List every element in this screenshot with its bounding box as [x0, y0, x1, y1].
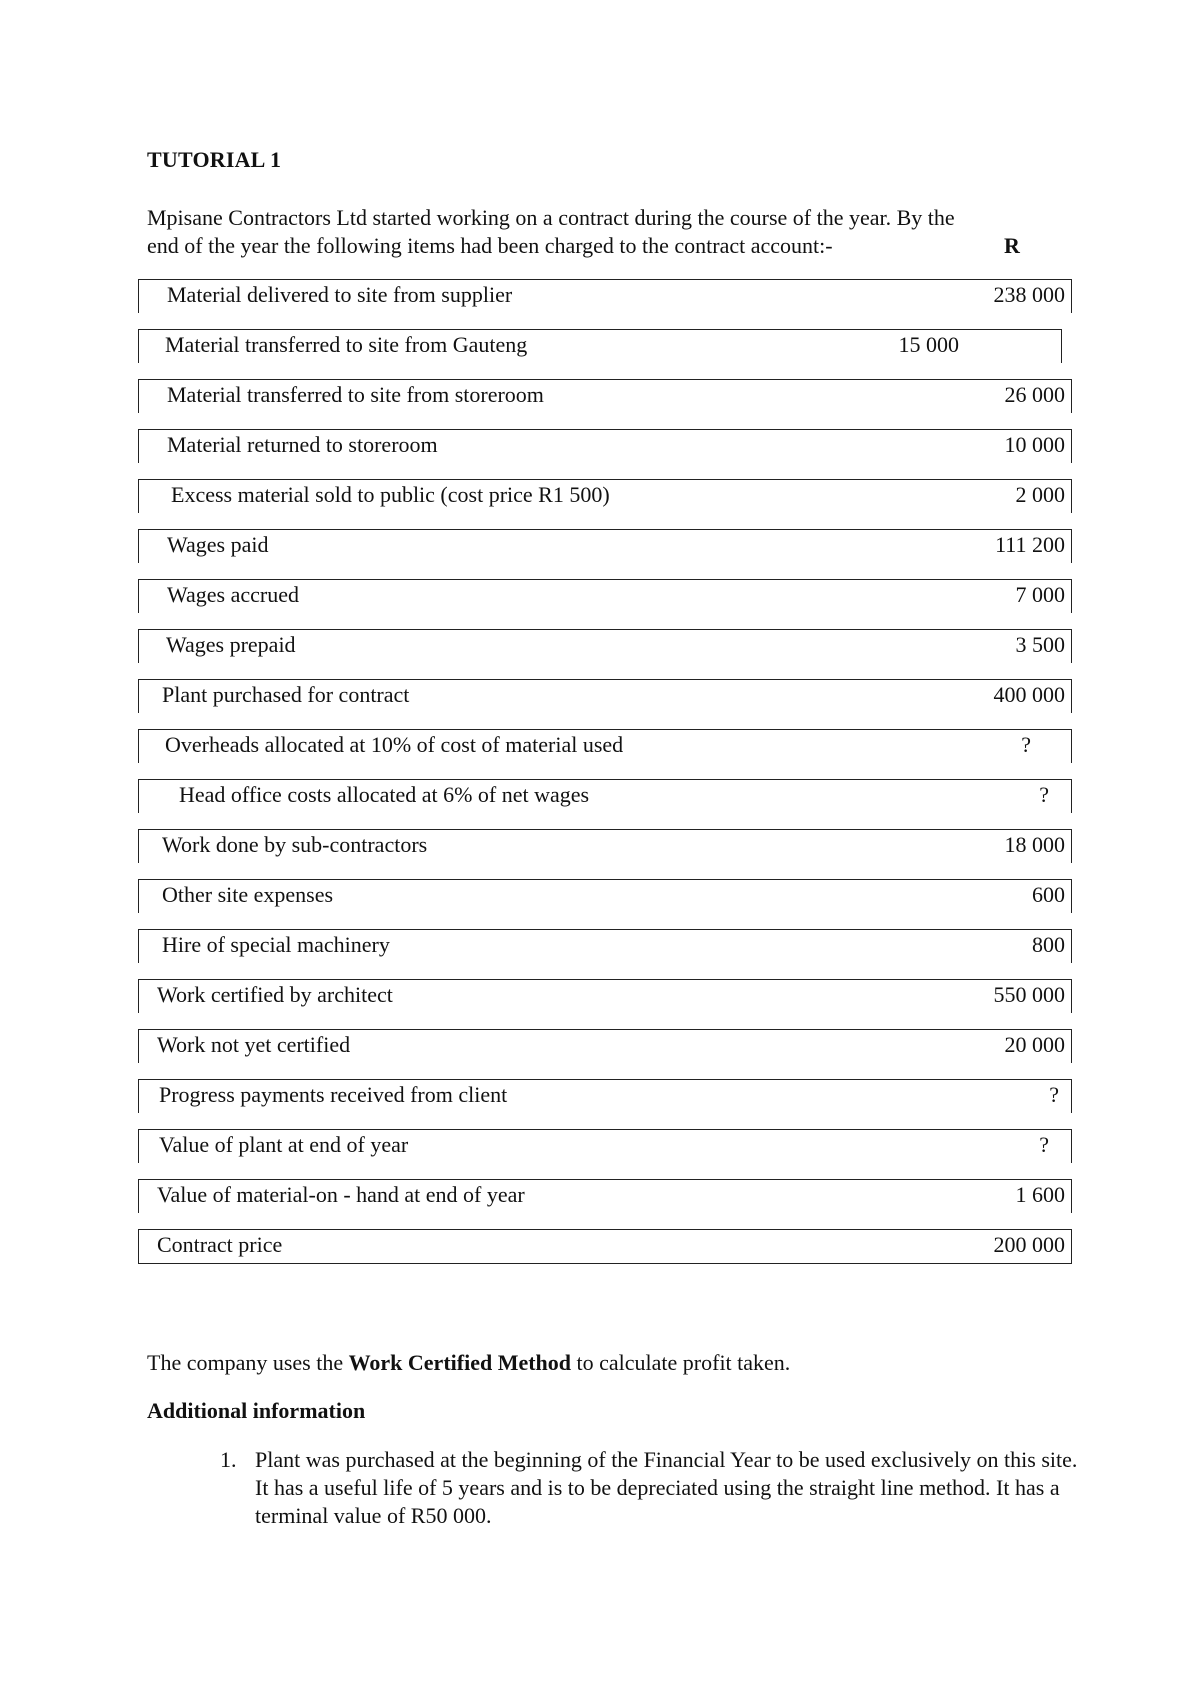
row-label: Wages paid — [167, 532, 269, 557]
method-text-before: The company uses the — [147, 1350, 349, 1375]
row-label: Hire of special machinery — [162, 932, 390, 957]
additional-information-heading: Additional information — [147, 1398, 366, 1423]
table-row — [138, 1129, 1072, 1163]
row-label: Excess material sold to public (cost price R1 500) — [171, 482, 610, 507]
document-title: TUTORIAL 1 — [147, 147, 282, 172]
note-number: 1. — [220, 1447, 237, 1472]
table-row — [138, 279, 1072, 313]
row-label: Material transferred to site from Gauteng — [165, 332, 528, 357]
row-amount: 111 200 — [995, 532, 1065, 557]
row-label: Overheads allocated at 10% of cost of material used — [165, 732, 624, 757]
intro-line-1: Mpisane Contractors Ltd started working on a contract during the course of the year. By the — [147, 205, 955, 230]
table-row — [138, 429, 1072, 463]
row-label: Head office costs allocated at 6% of net wages — [179, 782, 590, 807]
table-row — [138, 529, 1072, 563]
row-label: Work not yet certified — [157, 1032, 351, 1057]
method-name: Work Certified Method — [348, 1350, 572, 1375]
row-label: Material transferred to site from storeroom — [167, 382, 544, 407]
row-amount: 600 — [1032, 882, 1065, 907]
row-label: Value of plant at end of year — [159, 1132, 409, 1157]
row-amount: 26 000 — [1004, 382, 1065, 407]
table-row — [138, 1179, 1072, 1213]
row-amount: ? — [1021, 732, 1031, 757]
row-amount: 3 500 — [1015, 632, 1065, 657]
row-amount: ? — [1039, 782, 1049, 807]
row-label: Progress payments received from client — [159, 1082, 508, 1107]
row-amount: 20 000 — [1004, 1032, 1065, 1057]
intro-line-2: end of the year the following items had been charged to the contract account:- — [147, 233, 833, 258]
table-row — [138, 829, 1072, 863]
currency-column-header: R — [1004, 233, 1020, 258]
row-amount: 238 000 — [993, 282, 1065, 307]
row-label: Value of material-on - hand at end of year — [157, 1182, 525, 1207]
table-row — [138, 729, 1072, 763]
table-row — [138, 979, 1072, 1013]
row-label: Material delivered to site from supplier — [167, 282, 513, 307]
row-label: Wages prepaid — [166, 632, 296, 657]
row-amount: 10 000 — [1004, 432, 1065, 457]
row-amount: 2 000 — [1015, 482, 1065, 507]
row-label: Material returned to storeroom — [167, 432, 438, 457]
table-row — [138, 1079, 1072, 1113]
table-row — [138, 879, 1072, 913]
row-label: Wages accrued — [167, 582, 299, 607]
table-row — [138, 779, 1072, 813]
table-row — [138, 1029, 1072, 1063]
row-amount: ? — [1039, 1132, 1049, 1157]
row-label: Plant purchased for contract — [162, 682, 410, 707]
table-row — [138, 629, 1072, 663]
note-text: Plant was purchased at the beginning of the Financial Year to be used exclusively on this site. It has a useful life of 5 years and is to be depreciated using the straight line method. It has a terminal value of R50 000. — [255, 1447, 1078, 1528]
row-amount: 550 000 — [993, 982, 1065, 1007]
row-label: Work done by sub-contractors — [162, 832, 428, 857]
row-amount: 400 000 — [993, 682, 1065, 707]
table-row — [138, 379, 1072, 413]
row-amount: 200 000 — [993, 1232, 1065, 1257]
row-amount: ? — [1049, 1082, 1059, 1107]
row-label: Other site expenses — [162, 882, 334, 907]
row-label: Work certified by architect — [157, 982, 393, 1007]
intro-paragraph — [147, 204, 1077, 260]
row-amount: 7 000 — [1015, 582, 1065, 607]
table-row — [138, 329, 1062, 363]
row-amount: 15 000 — [898, 332, 959, 357]
row-label: Contract price — [157, 1232, 283, 1257]
method-text-after: to calculate profit taken. — [571, 1350, 791, 1375]
method-sentence — [147, 1350, 790, 1376]
table-row — [138, 479, 1072, 513]
table-row — [138, 579, 1072, 613]
row-amount: 1 600 — [1015, 1182, 1065, 1207]
table-row — [138, 929, 1072, 963]
table-row — [138, 1229, 1072, 1264]
row-amount: 800 — [1032, 932, 1065, 957]
table-row — [138, 679, 1072, 713]
row-amount: 18 000 — [1004, 832, 1065, 857]
